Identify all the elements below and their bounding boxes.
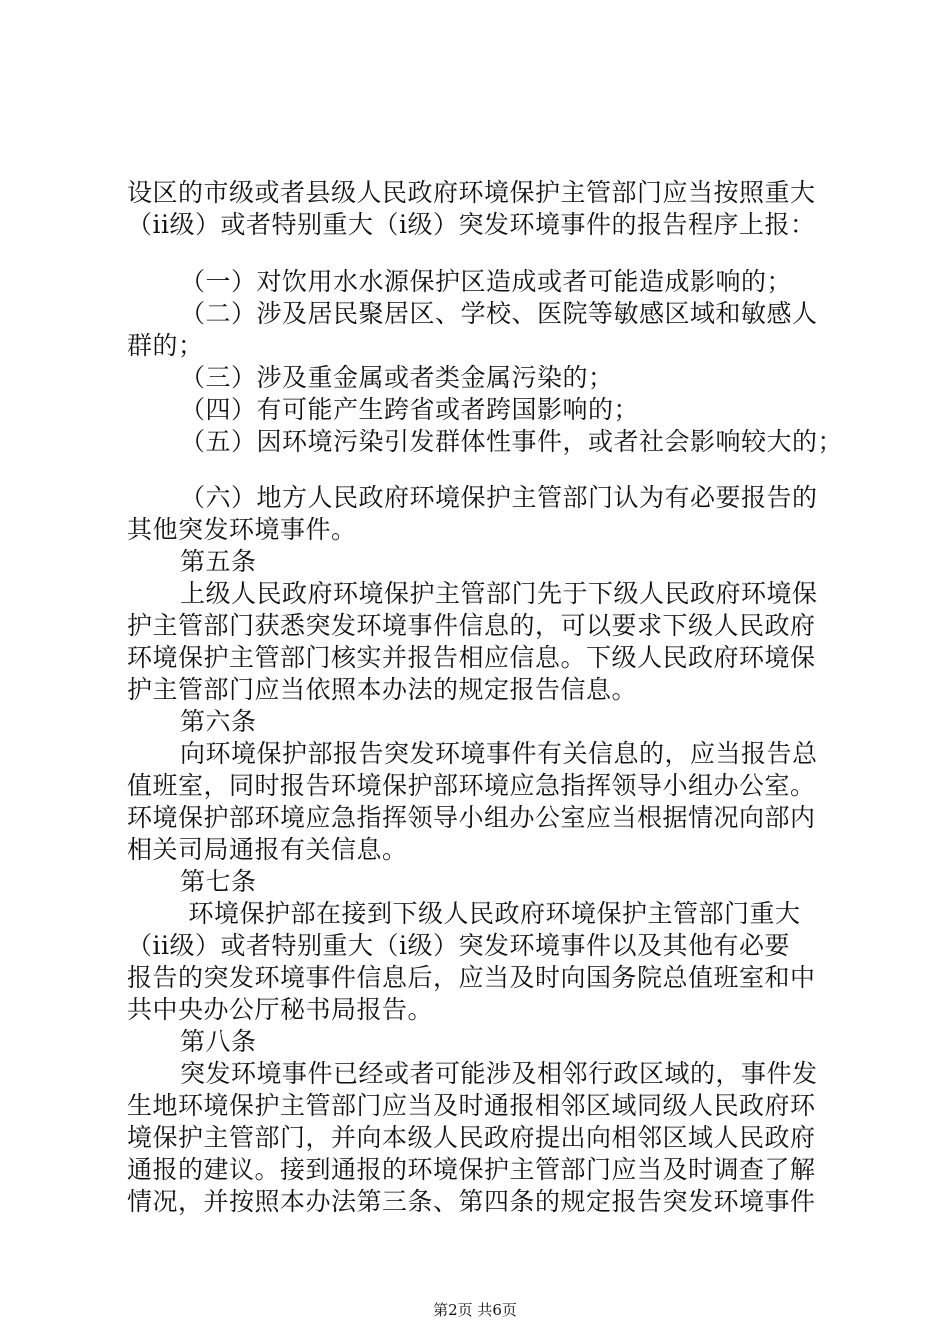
article-heading: 第五条 <box>180 547 257 576</box>
paragraph-line: 境保护主管部门，并向本级人民政府提出向相邻区域人民政府 <box>127 1123 816 1152</box>
list-item: （三）涉及重金属或者类金属污染的； <box>180 363 614 392</box>
paragraph-line: 护主管部门获悉突发环境事件信息的，可以要求下级人民政府 <box>127 611 816 640</box>
paragraph-line: 相关司局通报有关信息。 <box>127 835 408 864</box>
article-heading: 第八条 <box>180 1027 257 1056</box>
list-item: （一）对饮用水水源保护区造成或者可能造成影响的； <box>180 267 793 296</box>
paragraph-line: 向环境保护部报告突发环境事件有关信息的，应当报告总 <box>180 739 818 768</box>
paragraph-line: 上级人民政府环境保护主管部门先于下级人民政府环境保 <box>180 579 818 608</box>
paragraph-line: 环境保护部在接到下级人民政府环境保护主管部门重大 <box>180 899 801 928</box>
paragraph-line: 环境保护部环境应急指挥领导小组办公室应当根据情况向部内 <box>127 803 816 832</box>
article-heading: 第七条 <box>180 867 257 896</box>
list-item-continuation: 其他突发环境事件。 <box>127 515 357 544</box>
paragraph-line: 环境保护主管部门核实并报告相应信息。下级人民政府环境保 <box>127 643 816 672</box>
paragraph-line: 值班室，同时报告环境保护部环境应急指挥领导小组办公室。 <box>127 771 816 800</box>
paragraph-line: 生地环境保护主管部门应当及时通报相邻区域同级人民政府环 <box>127 1091 816 1120</box>
list-item: （四）有可能产生跨省或者跨国影响的； <box>180 395 640 424</box>
paragraph-line: 突发环境事件已经或者可能涉及相邻行政区域的，事件发 <box>180 1059 818 1088</box>
paragraph-line: （ii级）或者特别重大（i级）突发环境事件以及其他有必要 <box>127 931 790 960</box>
list-item: （二）涉及居民聚居区、学校、医院等敏感区域和敏感人 <box>180 299 818 328</box>
paragraph-line: 通报的建议。接到通报的环境保护主管部门应当及时调查了解 <box>127 1155 816 1184</box>
page-footer: 第2页 共6页 <box>433 1301 517 1319</box>
paragraph-line: 报告的突发环境事件信息后，应当及时向国务院总值班室和中 <box>127 963 816 992</box>
list-item: （六）地方人民政府环境保护主管部门认为有必要报告的 <box>180 483 818 512</box>
paragraph-line: 共中央办公厅秘书局报告。 <box>127 995 434 1024</box>
paragraph-line: 情况，并按照本办法第三条、第四条的规定报告突发环境事件 <box>127 1187 816 1216</box>
list-item-continuation: 群的； <box>127 331 204 360</box>
paragraph-line: 护主管部门应当依照本办法的规定报告信息。 <box>127 675 638 704</box>
paragraph-line: （ii级）或者特别重大（i级）突发环境事件的报告程序上报： <box>127 210 816 239</box>
list-item: （五）因环境污染引发群体性事件，或者社会影响较大的； <box>180 427 844 456</box>
paragraph-line: 设区的市级或者县级人民政府环境保护主管部门应当按照重大 <box>127 178 816 207</box>
article-heading: 第六条 <box>180 707 257 736</box>
